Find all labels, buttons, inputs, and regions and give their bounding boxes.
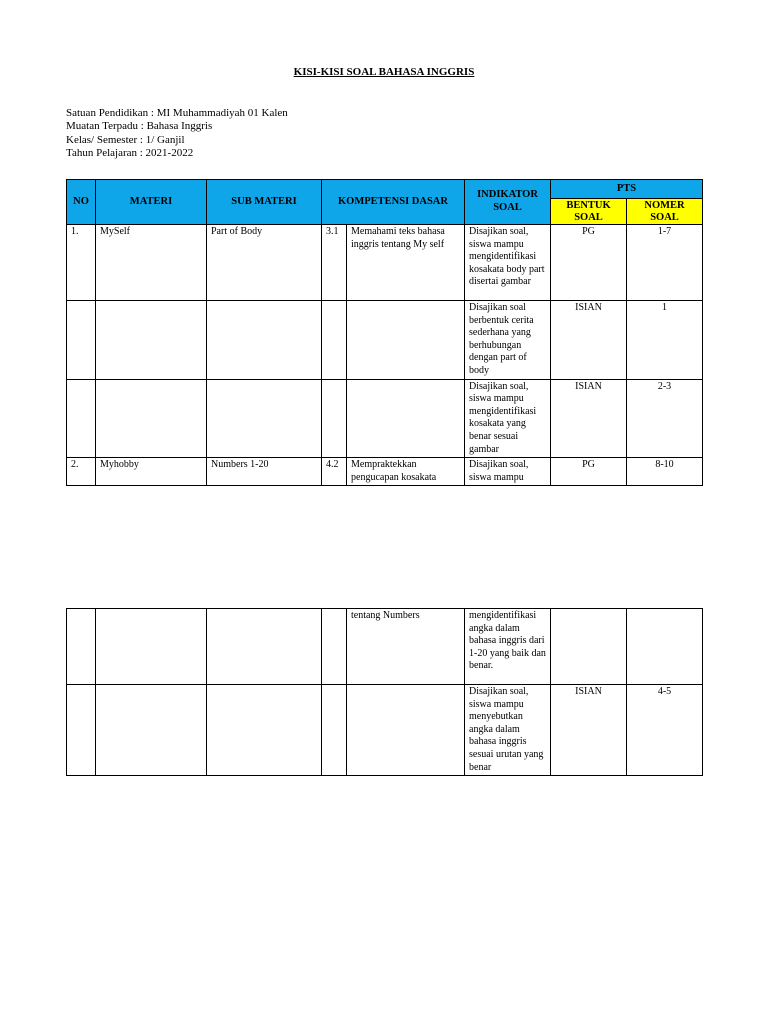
cell-sub-materi: Part of Body [207, 225, 322, 301]
cell-bentuk: PG [551, 458, 627, 486]
cell-kd-number [322, 609, 347, 685]
cell-kompetensi: Mempraktekkan pengucapan kosakata [347, 458, 465, 486]
cell-indikator: Disajikan soal, siswa mampu mengidentifikasi kosakata yang benar sesuai gambar [465, 379, 551, 458]
meta-satuan: Satuan Pendidikan : MI Muhammadiyah 01 Kalen [66, 107, 288, 119]
header-materi: MATERI [96, 180, 207, 225]
cell-indikator: mengidentifikasi angka dalam bahasa inggris dari 1-20 yang baik dan benar. [465, 609, 551, 685]
cell-sub-materi [207, 301, 322, 380]
cell-no [67, 685, 96, 776]
header-sub-materi: SUB MATERI [207, 180, 322, 225]
header-kompetensi-dasar: KOMPETENSI DASAR [322, 180, 465, 225]
table-row [67, 458, 703, 486]
table-row [67, 685, 703, 776]
meta-tahun: Tahun Pelajaran : 2021-2022 [66, 146, 194, 159]
cell-materi: Myhobby [96, 458, 207, 486]
cell-nomer: 1-7 [627, 225, 703, 301]
cell-no [67, 609, 96, 685]
cell-sub-materi [207, 379, 322, 458]
table-row [67, 609, 703, 685]
cell-sub-materi [207, 685, 322, 776]
cell-bentuk: ISIAN [551, 379, 627, 458]
cell-nomer: 8-10 [627, 458, 703, 486]
cell-materi [96, 685, 207, 776]
header-bentuk-soal: BENTUK SOAL [551, 199, 627, 225]
cell-indikator: Disajikan soal, siswa mampu [465, 458, 551, 486]
cell-materi [96, 609, 207, 685]
cell-nomer: 2-3 [627, 379, 703, 458]
meta-kelas: Kelas/ Semester : 1/ Ganjil [66, 133, 185, 146]
cell-kompetensi [347, 301, 465, 380]
cell-kd-number [322, 301, 347, 380]
cell-bentuk [551, 609, 627, 685]
header-indikator-soal: INDIKATOR SOAL [465, 180, 551, 225]
cell-indikator: Disajikan soal, siswa mampu mengidentifikasi kosakata body part disertai gambar [465, 225, 551, 301]
header-pts: PTS [551, 180, 703, 199]
document-meta [66, 107, 288, 160]
cell-indikator: Disajikan soal berbentuk cerita sederhana yang berhubungan dengan part of body [465, 301, 551, 380]
cell-kd-number [322, 379, 347, 458]
cell-materi [96, 301, 207, 380]
header-nomer-soal: NOMER SOAL [627, 199, 703, 225]
cell-kd-number [322, 685, 347, 776]
kisi-kisi-table [66, 179, 703, 486]
cell-kompetensi: tentang Numbers [347, 609, 465, 685]
table-row [67, 301, 703, 380]
cell-nomer: 4-5 [627, 685, 703, 776]
table-row [67, 379, 703, 458]
cell-no: 1. [67, 225, 96, 301]
cell-sub-materi: Numbers 1-20 [207, 458, 322, 486]
cell-nomer: 1 [627, 301, 703, 380]
cell-kompetensi [347, 379, 465, 458]
cell-sub-materi [207, 609, 322, 685]
cell-bentuk: PG [551, 225, 627, 301]
cell-kd-number: 4.2 [322, 458, 347, 486]
cell-materi: MySelf [96, 225, 207, 301]
meta-muatan: Muatan Terpadu : Bahasa Inggris [66, 120, 213, 133]
cell-nomer [627, 609, 703, 685]
header-no: NO [67, 180, 96, 225]
cell-bentuk: ISIAN [551, 301, 627, 380]
document-title: KISI-KISI SOAL BAHASA INGGRIS [293, 66, 475, 78]
cell-no [67, 379, 96, 458]
cell-kd-number: 3.1 [322, 225, 347, 301]
cell-kompetensi: Memahami teks bahasa inggris tentang My self [347, 225, 465, 301]
cell-bentuk: ISIAN [551, 685, 627, 776]
cell-no [67, 301, 96, 380]
cell-no: 2. [67, 458, 96, 486]
cell-kompetensi [347, 685, 465, 776]
table-row [67, 225, 703, 301]
cell-indikator: Disajikan soal, siswa mampu menyebutkan angka dalam bahasa inggris sesuai urutan yang benar [465, 685, 551, 776]
cell-materi [96, 379, 207, 458]
kisi-kisi-table-continued [66, 608, 703, 776]
